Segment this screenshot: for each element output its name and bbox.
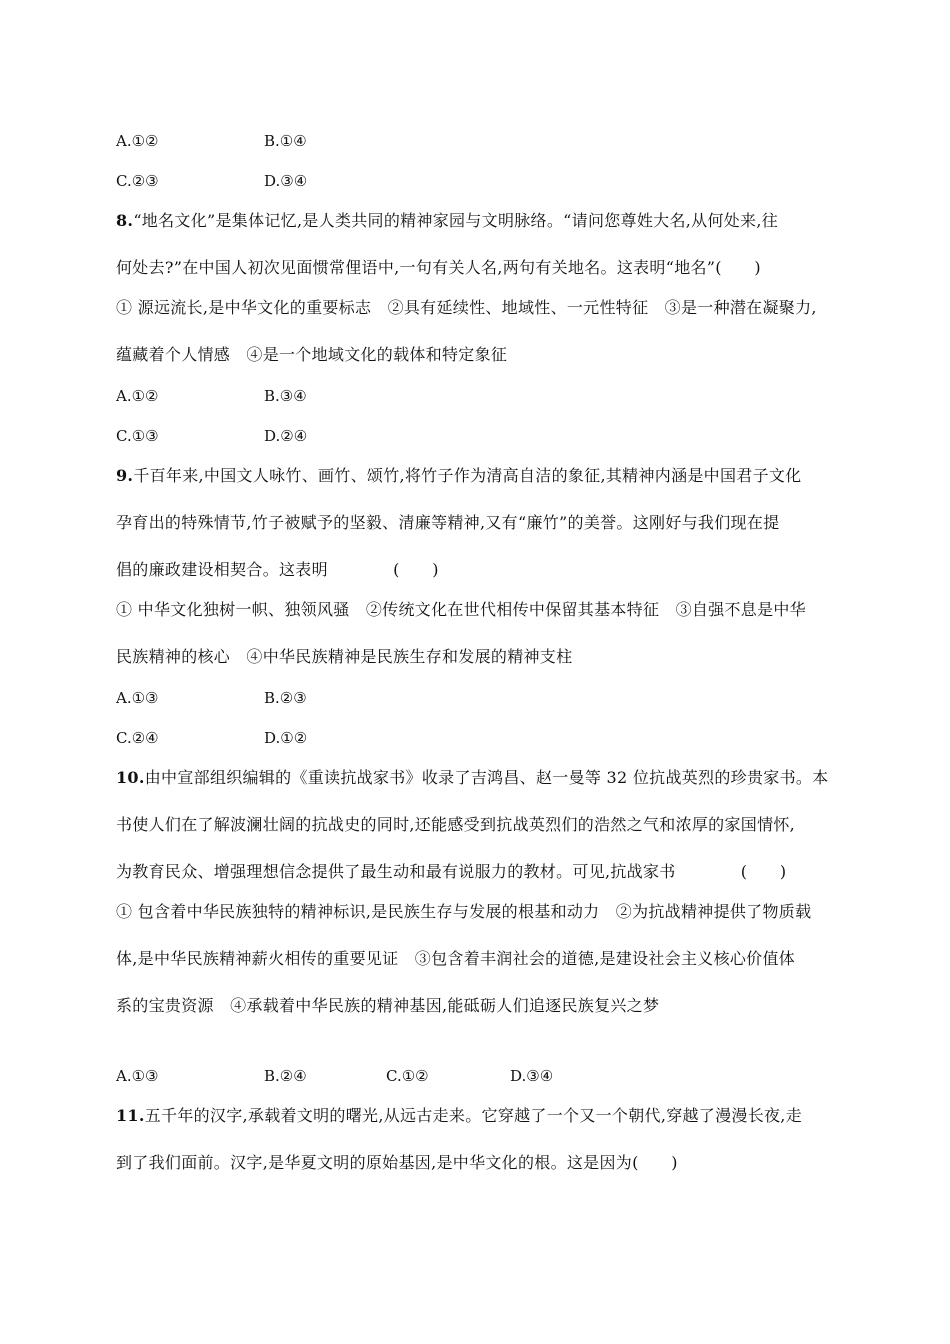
q7-option-b: B.①④ <box>264 132 307 150</box>
q9-stem-line-3: 倡的廉政建设相契合。这表明 ( ) <box>116 560 439 579</box>
q10-statement-line-1: ① 包含着中华民族独特的精神标识,是民族生存与发展的根基和动力 ②为抗战精神提供了物质载 <box>116 902 812 921</box>
q9-option-b: B.②③ <box>264 689 307 707</box>
q8-statement-line-2: 蕴藏着个人情感 ④是一个地域文化的载体和特定象征 <box>116 345 508 364</box>
q10-option-d: D.③④ <box>510 1067 554 1085</box>
q11-stem-line-1: 11.五千年的汉字,承载着文明的曙光,从远古走来。它穿越了一个又一个朝代,穿越了漫漫长夜,走 <box>116 1106 802 1125</box>
q9-option-a: A.①③ <box>116 689 159 707</box>
q9-option-d: D.①② <box>264 729 308 747</box>
q8-stem-line-1: 8.“地名文化”是集体记忆,是人类共同的精神家园与文明脉络。“请问您尊姓大名,从何处来,往 <box>116 211 779 230</box>
q11-stem-line-2: 到了我们面前。汉字,是华夏文明的原始基因,是中华文化的根。这是因为( ) <box>116 1153 678 1172</box>
q10-stem-line-3: 为教育民众、增强理想信念提供了最生动和最有说服力的教材。可见,抗战家书 ( ) <box>116 862 787 881</box>
q10-statement-line-3: 系的宝贵资源 ④承载着中华民族的精神基因,能砥砺人们追逐民族复兴之梦 <box>116 996 660 1015</box>
q8-option-c: C.①③ <box>116 427 159 445</box>
q10-option-b: B.②④ <box>264 1067 307 1085</box>
q11-number: 11. <box>116 1106 145 1125</box>
q9-statement-line-2: 民族精神的核心 ④中华民族精神是民族生存和发展的精神支柱 <box>116 647 573 666</box>
q7-option-c: C.②③ <box>116 172 159 190</box>
q9-stem-line-2: 孕育出的特殊情节,竹子被赋予的坚毅、清廉等精神,又有“廉竹”的美誉。这刚好与我们现在提 <box>116 513 780 532</box>
q8-statement-line-1: ① 源远流长,是中华文化的重要标志 ②具有延续性、地域性、一元性特征 ③是一种潜在凝聚力, <box>116 298 817 317</box>
q10-option-c: C.①② <box>386 1067 429 1085</box>
q8-option-a: A.①② <box>116 387 159 405</box>
q10-stem-line-1: 10.由中宣部组织编辑的《重读抗战家书》收录了吉鸿昌、赵一曼等 32 位抗战英烈的珍贵家书。本 <box>116 768 829 787</box>
q10-stem-line-2: 书使人们在了解波澜壮阔的抗战史的同时,还能感受到抗战英烈们的浩然之气和浓厚的家国情怀, <box>116 815 796 834</box>
q8-number: 8. <box>116 211 134 230</box>
q8-stem-line-2: 何处去?”在中国人初次见面惯常俚语中,一句有关人名,两句有关地名。这表明“地名”( ) <box>116 258 761 277</box>
q9-statement-line-1: ① 中华文化独树一帜、独领风骚 ②传统文化在世代相传中保留其基本特征 ③自强不息是中华 <box>116 600 806 619</box>
q10-statement-line-2: 体,是中华民族精神薪火相传的重要见证 ③包含着丰润社会的道德,是建设社会主义核心价值体 <box>116 949 796 968</box>
q8-option-b: B.③④ <box>264 387 307 405</box>
q9-option-c: C.②④ <box>116 729 159 747</box>
q10-option-a: A.①③ <box>116 1067 159 1085</box>
q7-option-a: A.①② <box>116 132 159 150</box>
q7-option-d: D.③④ <box>264 172 308 190</box>
q9-stem-line-1: 9.千百年来,中国文人咏竹、画竹、颂竹,将竹子作为清高自洁的象征,其精神内涵是中国君子文化 <box>116 466 802 485</box>
q9-number: 9. <box>116 466 134 485</box>
q8-option-d: D.②④ <box>264 427 308 445</box>
q10-number: 10. <box>116 768 145 787</box>
